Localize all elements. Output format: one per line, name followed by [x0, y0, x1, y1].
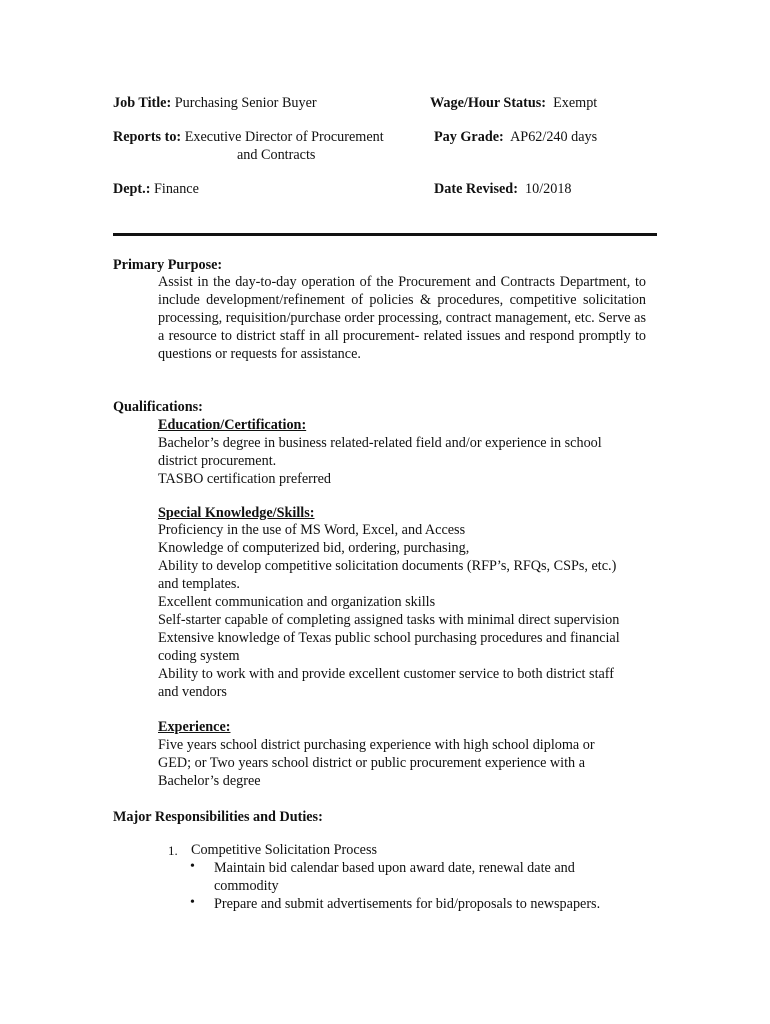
skills-line: Excellent communication and organization skills	[158, 594, 436, 610]
duty-number: 1.	[168, 843, 178, 858]
experience-list	[158, 736, 595, 790]
job-title-value: Purchasing Senior Buyer	[174, 95, 317, 111]
qualifications-heading: Qualifications:	[113, 399, 203, 415]
education-heading: Education/Certification:	[158, 417, 307, 433]
skills-line: Knowledge of computerized bid, ordering, purchasing,	[158, 540, 470, 556]
dept-value: Finance	[153, 181, 199, 197]
duty-bullet-line: commodity	[214, 878, 279, 894]
reports-to-value-line2: and Contracts	[237, 147, 316, 163]
duties-heading: Major Responsibilities and Duties:	[113, 809, 323, 825]
skills-line: Ability to work with and provide excellent customer service to both district staff	[158, 666, 614, 682]
experience-line: GED; or Two years school district or public procurement experience with a	[158, 755, 585, 771]
header-divider	[113, 233, 657, 236]
job-title-field	[113, 94, 317, 112]
dept-label: Dept.:	[113, 181, 151, 197]
skills-line: and vendors	[158, 684, 227, 700]
education-line: Bachelor’s degree in business related-related field and/or experience in school	[158, 435, 602, 451]
date-revised-value: 10/2018	[525, 181, 572, 197]
skills-list	[158, 521, 620, 701]
pay-grade-value: AP62/240 days	[510, 129, 598, 145]
experience-line: Bachelor’s degree	[158, 773, 261, 789]
primary-purpose-text: Assist in the day-to-day operation of the Procurement and Contracts Department, to include development/refinement of policies & procedures, competitive solicitation processing, requisition/purchase order processing, contract management, etc. Serve as a resource to district staff in all procurement- related issues and respond promptly to questions or requests for assistance.	[158, 274, 646, 362]
duty-title: Competitive Solicitation Process	[191, 842, 377, 858]
reports-to-label: Reports to:	[113, 129, 182, 145]
education-line: TASBO certification preferred	[158, 471, 331, 487]
primary-purpose-heading: Primary Purpose:	[113, 257, 223, 273]
education-list	[158, 434, 602, 488]
skills-line: Ability to develop competitive solicitation documents (RFP’s, RFQs, CSPs, etc.)	[158, 558, 617, 574]
experience-line: Five years school district purchasing experience with high school diploma or	[158, 737, 595, 753]
skills-line: Self-starter capable of completing assigned tasks with minimal direct supervision	[158, 612, 620, 628]
duty-bullet-line: Prepare and submit advertisements for bid/proposals to newspapers.	[214, 896, 601, 912]
education-line: district procurement.	[158, 453, 277, 469]
dept-field	[113, 180, 199, 198]
job-title-label: Job Title:	[113, 95, 172, 111]
bullet-icon: •	[190, 895, 195, 910]
wage-status-label: Wage/Hour Status:	[430, 95, 547, 111]
skills-heading: Special Knowledge/Skills:	[158, 505, 315, 521]
skills-line: Proficiency in the use of MS Word, Excel, and Access	[158, 522, 466, 538]
wage-status-value: Exempt	[553, 95, 598, 111]
date-revised-field	[434, 180, 572, 198]
wage-status-field	[430, 94, 597, 112]
pay-grade-label: Pay Grade:	[434, 129, 504, 145]
date-revised-label: Date Revised:	[434, 181, 518, 197]
duty-bullet-line: Maintain bid calendar based upon award date, renewal date and	[214, 860, 575, 876]
skills-line: and templates.	[158, 576, 240, 592]
reports-to-value-line1: Executive Director of Procurement	[184, 129, 384, 145]
skills-line: Extensive knowledge of Texas public school purchasing procedures and financial	[158, 630, 620, 646]
pay-grade-field	[434, 128, 597, 146]
bullet-icon: •	[190, 859, 195, 874]
skills-line: coding system	[158, 648, 240, 664]
experience-heading: Experience:	[158, 719, 231, 735]
reports-to-field	[113, 128, 384, 146]
